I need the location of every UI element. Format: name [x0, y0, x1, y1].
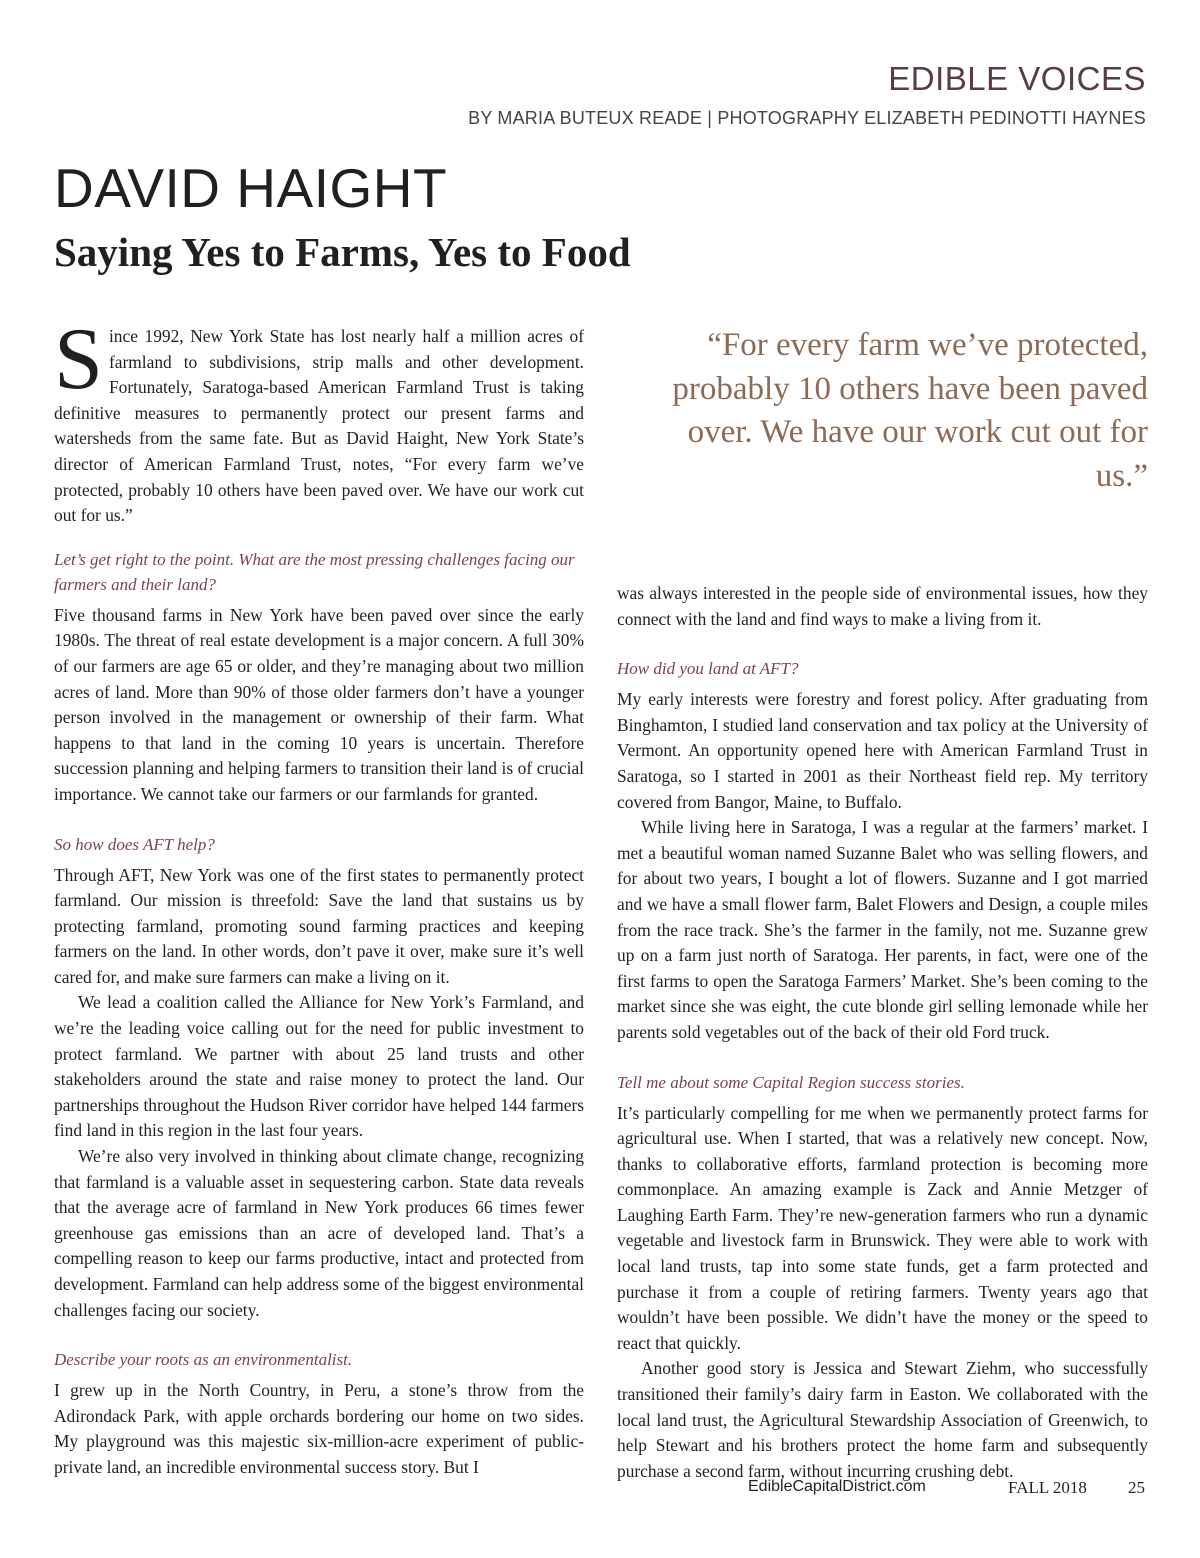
left-column	[54, 311, 584, 1481]
question-2: So how does AFT help?	[54, 834, 215, 854]
answer-5-paragraph-1: It’s particularly compelling for me when we permanently protect farms for agricultural use. When I started, that was a relatively new concept. Now, thanks to collaborative efforts, farmland protection is becoming more commonplace. An amazing example is Zack and Annie Metzger of Laughing Earth Farm. They’re new-generation farmers who run a dynamic vegetable and livestock farm in Brunswick. They were able to work with local land trusts, tap into some state funds, get a farm protected and purchase it from a couple of retiring farmers. Twenty years ago that wouldn’t have been possible. We didn’t have the money or the speed to react that quickly.	[617, 1102, 1148, 1353]
byline: BY MARIA BUTEUX READE | PHOTOGRAPHY ELIZABETH PEDINOTTI HAYNES	[468, 108, 1146, 128]
answer-3-start: I grew up in the North Country, in Peru, a stone’s throw from the Adirondack Park, with apple orchards bordering our home on two sides. My playground was this majestic six-million-acre experiment of public-private land, an incredible environmental success story. But I	[54, 1380, 584, 1477]
question-5: Tell me about some Capital Region success stories.	[617, 1072, 965, 1092]
answer-3-continued: was always interested in the people side of environmental issues, how they connect with the land and find ways to make a living from it.	[617, 583, 1148, 629]
right-column	[617, 581, 1148, 1484]
answer-2-paragraph-2: We lead a coalition called the Alliance for New York’s Farmland, and we’re the leading voice calling out for the need for public investment to protect farmland. We partner with about 25 land trusts and other stakeholders around the state and raise money to protect the land. Our partnerships throughout the Hudson River corridor have helped 144 farmers find land in this region in the last four years.	[54, 992, 584, 1141]
drop-cap: S	[54, 311, 103, 408]
answer-2-paragraph-3: We’re also very involved in thinking about climate change, recognizing that farmland is a valuable asset in sequestering carbon. State data reveals that the average acre of farmland in New York produces 66 times fewer greenhouse gas emissions than an acre of developed land. That’s a compelling reason to keep our farms productive, intact and protected from development. Farmland can help address some of the biggest environmental challenges facing our society.	[54, 1146, 584, 1320]
intro-paragraph	[54, 311, 584, 529]
intro-text: ince 1992, New York State has lost nearly half a million acres of farmland to subdivisions, strip malls and other development. Fortunately, Saratoga-based American Farmland Trust is taking definitive measures to permanently protect our present farms and watersheds from the same fate. But as David Haight, New York State’s director of American Farmland Trust, notes, “For every farm we’ve protected, probably 10 others have been paved over. We have our work cut out for us.”	[54, 326, 584, 526]
pull-quote: “For every farm we’ve protected, probably 10 others have been paved over. We have our work cut out for us.”	[672, 327, 1148, 494]
article-subtitle: Saying Yes to Farms, Yes to Food	[54, 229, 631, 275]
question-1: Let’s get right to the point. What are the most pressing challenges facing our farmers and their land?	[54, 549, 575, 594]
answer-5-paragraph-2: Another good story is Jessica and Stewart Ziehm, who successfully transitioned their family’s dairy farm in Easton. We collaborated with the local land trust, the Agricultural Stewardship Association of Greenwich, to help Stewart and his brothers protect the home farm and subsequently purchase a second farm, without incurring crushing debt.	[617, 1358, 1148, 1481]
answer-1: Five thousand farms in New York have been paved over since the early 1980s. The threat of real estate development is a major concern. A full 30% of our farmers are age 65 or older, and they’re managing about two million acres of land. More than 90% of those older farmers don’t have a younger person involved in the management or ownership of their farm. What happens to that land in the coming 10 years is uncertain. Therefore succession planning and helping farmers to transition their land is of crucial importance. We cannot take our farmers or our farmlands for granted.	[54, 604, 584, 804]
answer-2-paragraph-1: Through AFT, New York was one of the first states to permanently protect farmland. Our mission is threefold: Save the land that sustains us by protecting farmland, promoting sound farming practices and keeping farmers on the land. In other words, don’t pave it over, make sure it’s well cared for, and make sure farmers can make a living on it.	[54, 864, 584, 987]
answer-4-paragraph-2: While living here in Saratoga, I was a regular at the farmers’ market. I met a beautiful woman named Suzanne Balet who was selling flowers, and for about two years, I bought a lot of flowers. Suzanne and I got married and we have a small flower farm, Balet Flowers and Design, a couple miles from the race track. She’s the farmer in the family, not me. Suzanne grew up on a farm just north of Saratoga. Her parents, in fact, were one of the first farms to open the Saratoga Farmers’ Market. She’s been coming to the market since she was eight, the cute blonde girl selling lemonade while her parents sold vegetables out of the back of their old Ford truck.	[617, 817, 1148, 1042]
footer-website: EdibleCapitalDistrict.com	[748, 1478, 926, 1495]
article-title: DAVID HAIGHT	[54, 157, 448, 219]
answer-4-paragraph-1: My early interests were forestry and forest policy. After graduating from Binghamton, I studied land conservation and tax policy at the University of Vermont. An opportunity opened here with American Farmland Trust in Saratoga, so I started in 2001 as their Northeast field rep. My territory covered from Bangor, Maine, to Buffalo.	[617, 689, 1148, 812]
question-3: Describe your roots as an environmentalist.	[54, 1350, 353, 1370]
page-number: 25	[1128, 1478, 1145, 1497]
footer-issue: FALL 2018	[1008, 1478, 1087, 1497]
section-heading: EDIBLE VOICES	[888, 60, 1146, 97]
question-4: How did you land at AFT?	[617, 659, 799, 679]
